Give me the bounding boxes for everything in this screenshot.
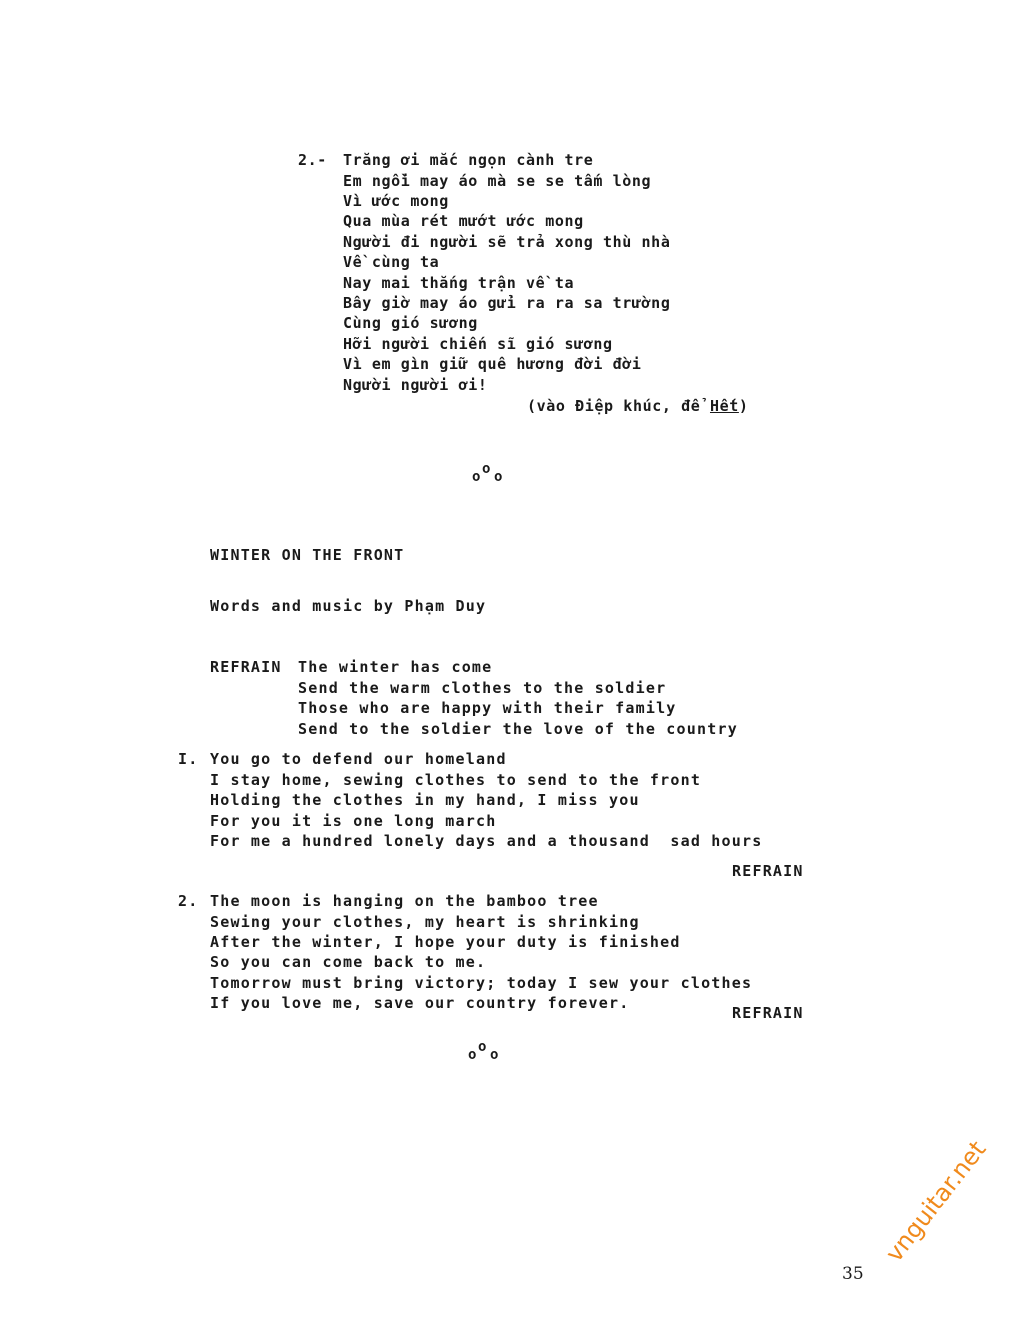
verse2-line: The moon is hanging on the bamboo tree [210, 892, 599, 910]
verse-line: Người đi người sẽ trả xong thù nhà [343, 233, 671, 251]
verse1-line: For me a hundred lonely days and a thousand sad hours [210, 832, 763, 850]
verse-line: Hỡi người chiến sĩ gió sương [343, 335, 613, 353]
ornament-dot: o [490, 1047, 499, 1063]
verse-line: Vì em gìn giữ quê hương đời đời [343, 355, 642, 373]
song-credit: Words and music by Phạm Duy [210, 597, 487, 615]
verse1-line: For you it is one long march [210, 812, 497, 830]
verse1-line: Holding the clothes in my hand, I miss you [210, 791, 640, 809]
verse-line: Người người ơi! [343, 376, 488, 394]
verse2-line: Tomorrow must bring victory; today I sew your clothes [210, 974, 753, 992]
refrain-line: Those who are happy with their family [298, 699, 677, 717]
verse1-line: You go to defend our homeland [210, 750, 507, 768]
page-number: 35 [842, 1264, 864, 1284]
section-ornament [468, 1040, 508, 1064]
verse-line: Bây giờ may áo gửi ra ra sa trường [343, 294, 671, 312]
refrain-note [527, 396, 749, 416]
verse-line: Em ngồi may áo mà se se tấm lòng [343, 172, 652, 190]
verse-number: 2.- [298, 151, 327, 169]
verse2-line: After the winter, I hope your duty is finished [210, 933, 681, 951]
ornament-dot: o [468, 1047, 477, 1063]
section-ornament [472, 462, 512, 486]
verse2-line: If you love me, save our country forever. [210, 994, 630, 1012]
verse2-number: 2. [178, 892, 199, 910]
note-end-word: Hết [709, 397, 739, 415]
verse-line: Nay mai thắng trận về ta [343, 274, 575, 292]
verse-line: Về cùng ta [343, 253, 440, 271]
refrain-line: Send the warm clothes to the soldier [298, 679, 667, 697]
verse-line: Cùng gió sương [343, 314, 478, 332]
ornament-dot: o [478, 1039, 487, 1055]
ornament-dot: o [482, 461, 491, 477]
verse2-line: Sewing your clothes, my heart is shrinking [210, 913, 640, 931]
note-suffix: ) [738, 397, 749, 415]
ornament-dot: o [472, 469, 481, 485]
site-watermark: vnguitar.net [880, 1135, 992, 1268]
refrain-line: The winter has come [298, 658, 493, 676]
verse-line: Vì ước mong [343, 192, 449, 210]
verse1-refrain-cue: REFRAIN [732, 862, 804, 880]
refrain-label: REFRAIN [210, 658, 282, 676]
verse2-line: So you can come back to me. [210, 953, 487, 971]
verse1-number: I. [178, 750, 199, 768]
song-title: WINTER ON THE FRONT [210, 546, 405, 564]
verse1-line: I stay home, sewing clothes to send to the front [210, 771, 702, 789]
refrain-line: Send to the soldier the love of the country [298, 720, 738, 738]
ornament-dot: o [494, 469, 503, 485]
verse-line: Qua mùa rét mướt ước mong [343, 212, 584, 230]
note-prefix: (vào Điệp khúc, để [527, 397, 710, 415]
verse2-refrain-cue: REFRAIN [732, 1004, 804, 1022]
verse-line: Trăng ơi mắc ngọn cành tre [343, 151, 594, 169]
